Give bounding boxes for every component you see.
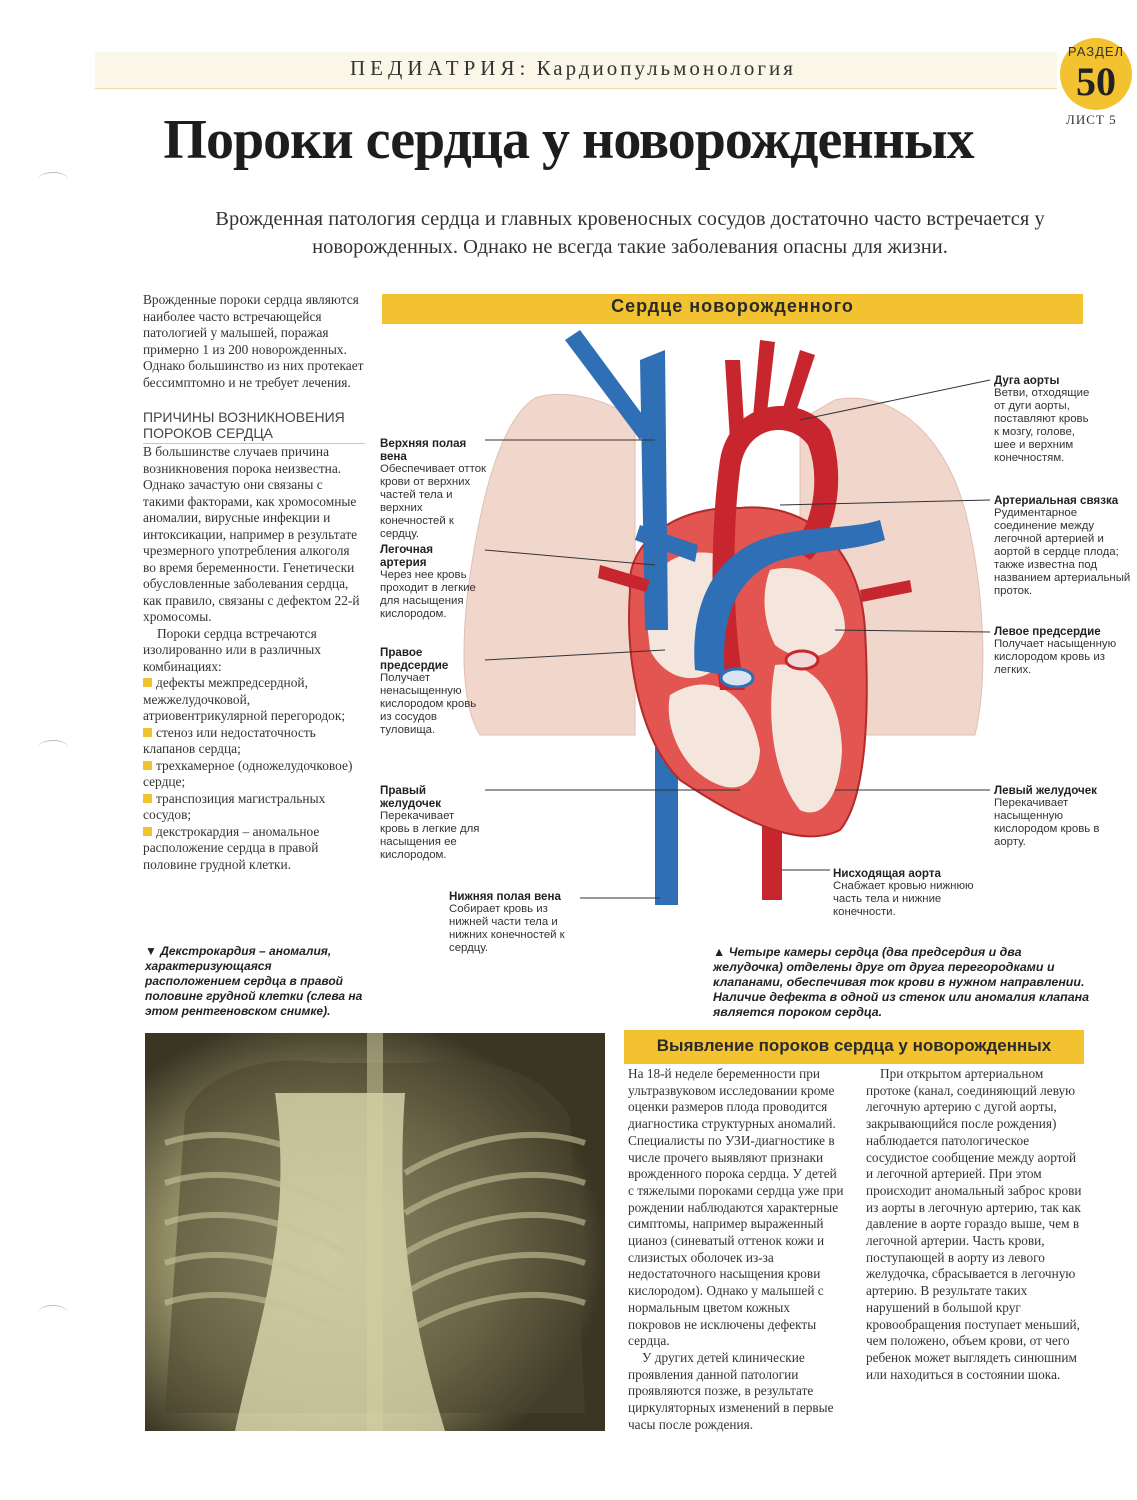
- xray-caption: ▼ Декстрокардия – аномалия, характеризующаяся расположением сердца в правой половине грудной клетки (слева на этом рентгеновском снимке).: [145, 944, 363, 1018]
- section-header: [350, 56, 796, 81]
- detection-paragraph: У других детей клинические проявления данной патологии проявляются позже, в результате циркуляторных изменений в первые часы после рождения.: [628, 1349, 834, 1432]
- causes-paragraph: В большинстве случаев причина возникновения порока неизвестна. Однако зачастую они связаны с такими факторами, как хромосомные аномалии, вирусные инфекции и интоксикации, например в результате чрезмерного употребления алкоголя во время беременности. Генетически обусловленные заболевания сердца, как правило, связаны с дефектом 22-й хромосомы.: [143, 444, 360, 624]
- arch-branch: [725, 360, 745, 440]
- label-aortic-arch: Дуга аорты Ветви, отходящие от дуги аорты, поставляют кровь к мозгу, голове, шее и верхним конечностям.: [994, 374, 1090, 464]
- list-item: дефекты межпредсердной, межжелудочковой, атриовентрикулярной перегородок;: [143, 675, 365, 725]
- label-ligamentum-arteriosum: Артериальная связка Рудиментарное соединение между легочной артерией и аортой в сердце плода; также известна под названием артериальный проток.: [994, 494, 1131, 597]
- lead-paragraph: Врожденная патология сердца и главных кровеносных сосудов достаточно часто встречается у новорожденных. Однако не всегда такие заболевания опасны для жизни.: [215, 208, 1045, 258]
- section-name: ПЕДИАТРИЯ: [350, 56, 520, 80]
- causes-heading: ПРИЧИНЫ ВОЗНИКНОВЕНИЯ ПОРОКОВ СЕРДЦА: [143, 409, 365, 444]
- list-item: трехкамерное (одножелудочковое) сердце;: [143, 758, 365, 791]
- badge-number: 50: [1076, 59, 1116, 104]
- label-superior-vena-cava: Верхняя полая вена Обеспечивает отток крови от верхних частей тела и верхних конечностей к сердцу.: [380, 437, 487, 540]
- detection-paragraph: При открытом артериальном протоке (канал, соединяющий левую легочную артерию с дугой аорты, закрывающийся после рождения) наблюдается патологическое сосудистое сообщение между аортой и легочной артерией. При этом происходит аномальный заброс крови из аорты в легочную артерию, так как давление в аорте гораздо выше, чем в легочной артерии. Часть крови, поступающей в аорту из левого желудочка, сбрасывается в легочную артерию. В результате таких нарушений в большой круг кровообращения поступает меньший, чем положено, объем крови, от чего ребенок может выглядеть синюшним или находиться в состоянии шока.: [866, 1066, 1082, 1382]
- detection-column-1: [628, 1066, 844, 1433]
- diagram-title: Сердце новорожденного: [611, 296, 854, 316]
- label-pulmonary-artery: Легочная артерия Через нее кровь проходит в легкие для насыщения кислородом.: [380, 543, 476, 620]
- page-title: Пороки сердца у новорожденных: [163, 109, 974, 171]
- binder-hole-mark: [38, 1305, 68, 1320]
- intro-paragraph: Врожденные пороки сердца являются наиболее часто встречающейся патологией у малышей, поражая примерно 1 из 200 новорожденных. Однако большинство из них протекает бессимптомно и не требует лечения.: [143, 292, 364, 390]
- label-right-ventricle: Правый желудочек Перекачивает кровь в легкие для насыщения ее кислородом.: [380, 784, 480, 861]
- vessel-cut-end: [721, 669, 753, 687]
- xray-graphic: [145, 1033, 605, 1431]
- right-lung: [464, 394, 635, 735]
- list-item: транспозиция магистральных сосудов;: [143, 791, 365, 824]
- detection-column-2: [866, 1066, 1084, 1383]
- left-column: [143, 292, 365, 873]
- label-left-ventricle: Левый желудочек Перекачивает насыщенную кислородом кровь в аорту.: [994, 784, 1100, 848]
- badge-label: РАЗДЕЛ: [1067, 44, 1125, 59]
- list-item: декстрокардия – аномальное расположение сердца в правой половине грудной клетки.: [143, 824, 365, 874]
- detection-title: Выявление пороков сердца у новорожденных: [656, 1036, 1052, 1055]
- label-inferior-vena-cava: Нижняя полая вена Собирает кровь из нижней части тела и нижних конечностей к сердцу.: [449, 890, 565, 954]
- diagram-caption: ▲ Четыре камеры сердца (два предсердия и два желудочка) отделены друг от друга перегородками и клапанами, обеспечивая ток крови в нужном направлении. Наличие дефекта в одной из стенок или аномалия клапана является пороком сердца.: [713, 945, 1090, 1019]
- subsection-name: : Кардиопульмонология: [519, 56, 796, 80]
- detection-paragraph: На 18-й неделе беременности при ультразвуковом исследовании кроме оценки размеров плода проводится диагностика структурных аномалий. Специалисты по УЗИ-диагностике в числе прочего выявляют признаки врожденного порока сердца. У детей с тяжелыми пороками сердца уже при рождении наблюдаются характерные симптомы, например выраженный цианоз (синеватый оттенок кожи и слизистых оболочек из-за недостаточного насыщения крови кислородом). Однако у малышей с нормальным цветом кожных покровов не исключены дефекты сердца.: [628, 1066, 844, 1349]
- label-descending-aorta: Нисходящая аорта Снабжает кровью нижнюю часть тела и нижние конечности.: [833, 867, 974, 918]
- label-right-atrium: Правое предсердие Получает ненасыщенную кислородом кровь из сосудов туловища.: [380, 646, 477, 736]
- vessel-cut-end: [786, 651, 818, 669]
- binder-hole-mark: [38, 740, 68, 755]
- xray-image: [145, 1033, 605, 1431]
- combinations-paragraph: Пороки сердца встречаются изолированно или в различных комбинациях:: [143, 625, 322, 674]
- sheet-number: ЛИСТ 5: [1066, 112, 1117, 127]
- binder-hole-mark: [38, 172, 68, 187]
- list-item: стеноз или недостаточность клапанов сердца;: [143, 725, 365, 758]
- label-left-atrium: Левое предсердие Получает насыщенную кислородом кровь из легких.: [994, 625, 1117, 676]
